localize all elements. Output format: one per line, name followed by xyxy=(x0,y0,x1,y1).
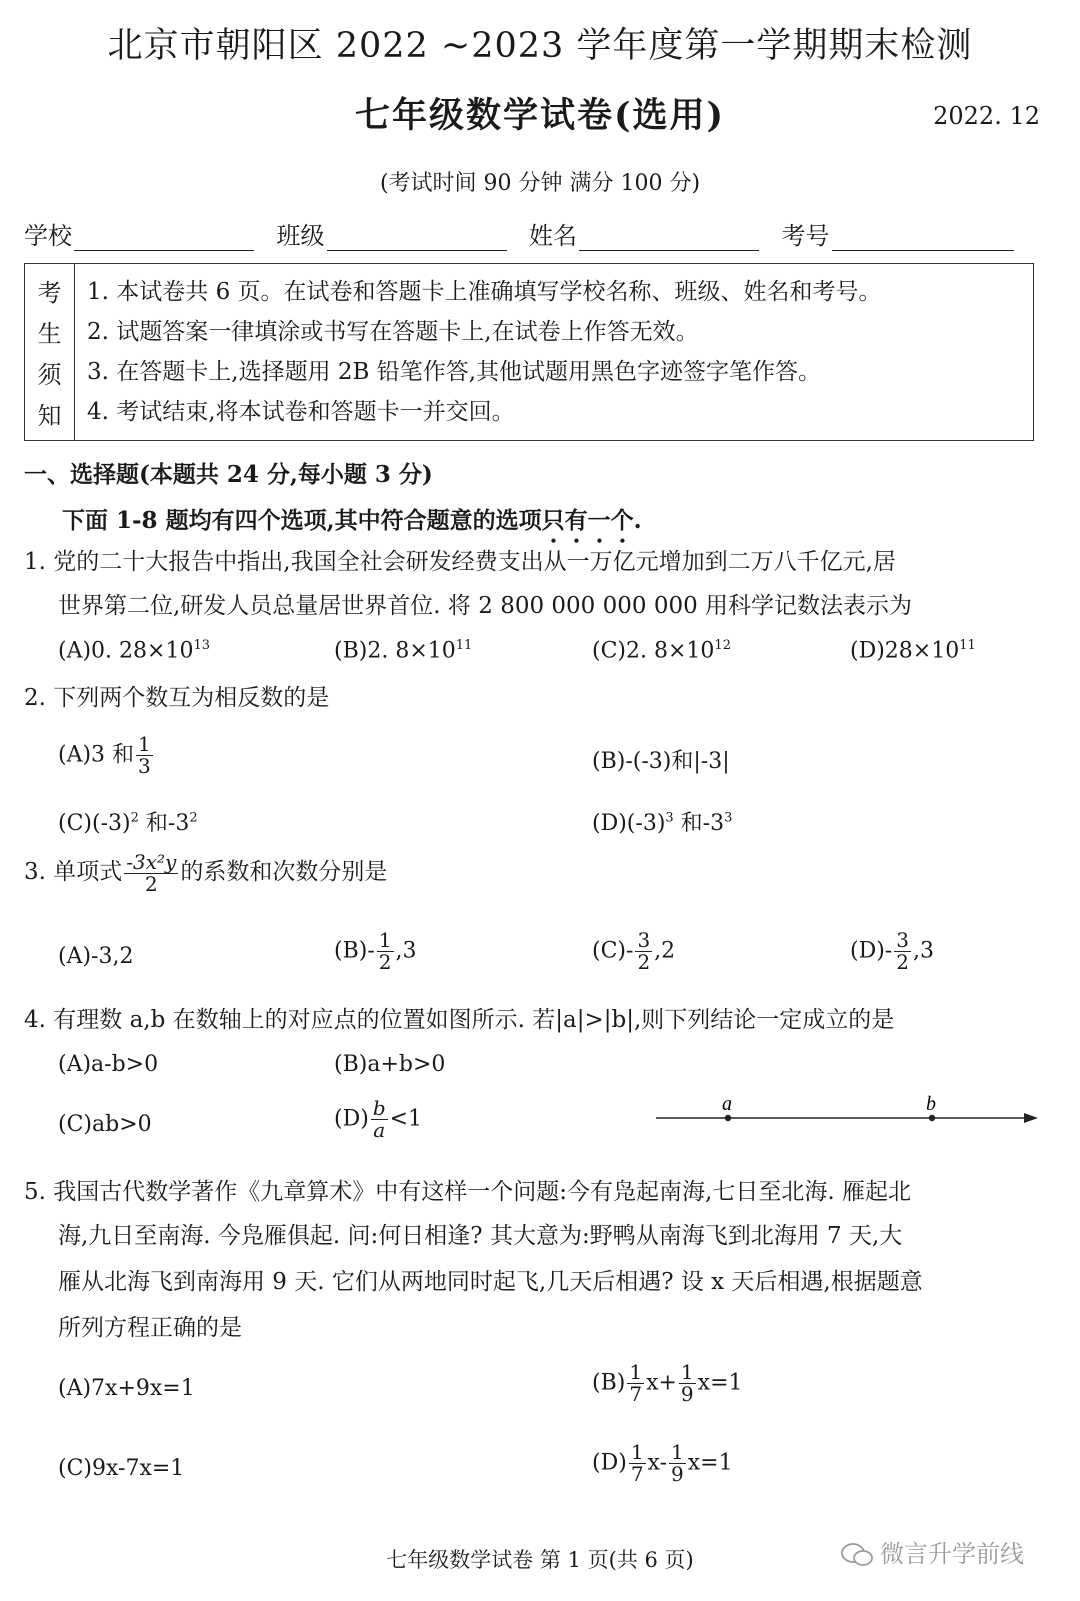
label-a: a xyxy=(722,1093,732,1115)
school-field[interactable]: 学校 xyxy=(24,216,277,251)
notice-item: 4. 考试结束,将本试卷和答题卡一并交回。 xyxy=(87,399,515,425)
exam-number-field[interactable]: 考号 xyxy=(782,216,1035,251)
question-5-line-2: 海,九日至南海. 今凫雁俱起. 问:何日相逢? 其大意为:野鸭从南海飞到北海用 7 天,大 xyxy=(58,1223,903,1249)
student-info-fields xyxy=(24,216,1034,251)
q1-option-b[interactable]: (B)2. $8\times 10^{11}$ xyxy=(334,638,473,664)
question-3-stem: 3. 单项式 $\frac{\text{-3x²y}}{2}$ 的系数和次数分别是 xyxy=(24,849,388,896)
exam-date: 2022. 12 xyxy=(933,102,1040,130)
notice-item: 1. 本试卷共 6 页。在试卷和答题卡上准确填写学校名称、班级、姓名和考号。 xyxy=(87,279,882,305)
class-field[interactable]: 班级 xyxy=(277,216,530,251)
page-footer: 七年级数学试卷 第 1 页(共 6 页) xyxy=(386,1548,694,1572)
q1-option-a[interactable]: (A)0. $28\times 10^{13}$ xyxy=(58,638,211,664)
point-a xyxy=(725,1115,731,1121)
number-line-arrow xyxy=(1024,1113,1038,1123)
q3-option-d[interactable]: (D)- $\frac{3}{2}$ ,3 xyxy=(850,928,934,974)
question-5-line-1: 5. 我国古代数学著作《九章算术》中有这样一个问题:今有凫起南海,七日至北海. 雁起北 xyxy=(24,1179,911,1205)
q2-option-d[interactable]: $(D)(-3)^3$ 和$-3^3$ xyxy=(592,810,733,836)
notice-items xyxy=(75,264,1033,440)
question-5-line-4: 所列方程正确的是 xyxy=(58,1315,242,1341)
q2-option-b[interactable]: (B)-(-3)和|-3| xyxy=(592,749,730,774)
q3-option-a[interactable]: (A)-3,2 xyxy=(58,944,134,969)
exam-notice-box xyxy=(24,263,1034,441)
point-b xyxy=(929,1115,935,1121)
notice-heading: 考 生 须 知 xyxy=(25,264,75,440)
q2-option-c[interactable]: $(C)(-3)^2$ 和$-3^2$ xyxy=(58,810,198,836)
q3-option-b[interactable]: (B)- $\frac{1}{2}$ ,3 xyxy=(334,928,417,974)
watermark: 微言升学前线 xyxy=(840,1534,1024,1569)
q1-option-d[interactable]: $(D)28\times 10^{11}$ xyxy=(850,638,976,664)
exam-meta: (考试时间 90 分钟 满分 100 分) xyxy=(379,171,701,196)
exam-title: 北京市朝阳区 2022 ~2023 学年度第一学期期末检测 xyxy=(107,26,973,66)
q5-option-d[interactable]: (D) $\frac{1}{7}$ x- $\frac{1}{9}$ x=1 xyxy=(592,1440,733,1486)
question-5-line-3: 雁从北海飞到南海用 9 天. 它们从两地同时起飞,几天后相遇? 设 x 天后相遇,根据题意 xyxy=(58,1269,923,1295)
label-b: b xyxy=(926,1093,936,1115)
emphasized-text: 只有一个 xyxy=(541,507,634,534)
question-2-stem: 2. 下列两个数互为相反数的是 xyxy=(24,685,330,711)
q5-option-b[interactable]: (B) $\frac{1}{7}$ x+ $\frac{1}{9}$ x=1 xyxy=(592,1360,743,1406)
q4-option-c[interactable]: (C)ab>0 xyxy=(58,1112,152,1137)
q2-option-a[interactable]: (A)3 和 $\frac{1}{3}$ xyxy=(58,732,151,778)
q1-option-c[interactable]: (C)2. $8\times 10^{12}$ xyxy=(592,638,731,664)
q4-option-a[interactable]: (A)a-b>0 xyxy=(58,1052,159,1077)
q4-option-b[interactable]: (B)a+b>0 xyxy=(334,1052,446,1077)
notice-item: 3. 在答题卡上,选择题用 2B 铅笔作答,其他试题用黑色字迹签字笔作答。 xyxy=(87,359,822,385)
name-field[interactable]: 姓名 xyxy=(529,216,782,251)
q3-option-c[interactable]: (C)- $\frac{3}{2}$ ,2 xyxy=(592,928,676,974)
notice-item: 2. 试题答案一律填涂或书写在答题卡上,在试卷上作答无效。 xyxy=(87,319,699,345)
q4-option-d[interactable]: (D) $\frac{b}{a}$ <1 xyxy=(334,1096,423,1142)
q5-option-c[interactable]: (C)9x-7x=1 xyxy=(58,1456,185,1481)
section-title: 一、选择题(本题共 24 分,每小题 3 分) xyxy=(24,461,433,488)
question-1-line-2: 世界第二位,研发人员总量居世界首位. 将 2 800 000 000 000 用科学记数法表示为 xyxy=(58,593,913,619)
wechat-icon xyxy=(840,1542,874,1568)
number-line-figure xyxy=(652,1090,1042,1130)
question-1-line-1: 1. 党的二十大报告中指出,我国全社会研发经费支出从一万亿元增加到二万八千亿元,居 xyxy=(24,549,896,575)
section-instruction: 下面 1-8 题均有四个选项,其中符合题意的选项只有一个. xyxy=(62,507,642,534)
exam-subtitle: 七年级数学试卷(选用) xyxy=(354,95,726,136)
question-4-stem: 4. 有理数 a,b 在数轴上的对应点的位置如图所示. 若|a|>|b|,则下列结论一定成立的是 xyxy=(24,1007,895,1033)
q5-option-a[interactable]: (A)7x+9x=1 xyxy=(58,1376,195,1401)
